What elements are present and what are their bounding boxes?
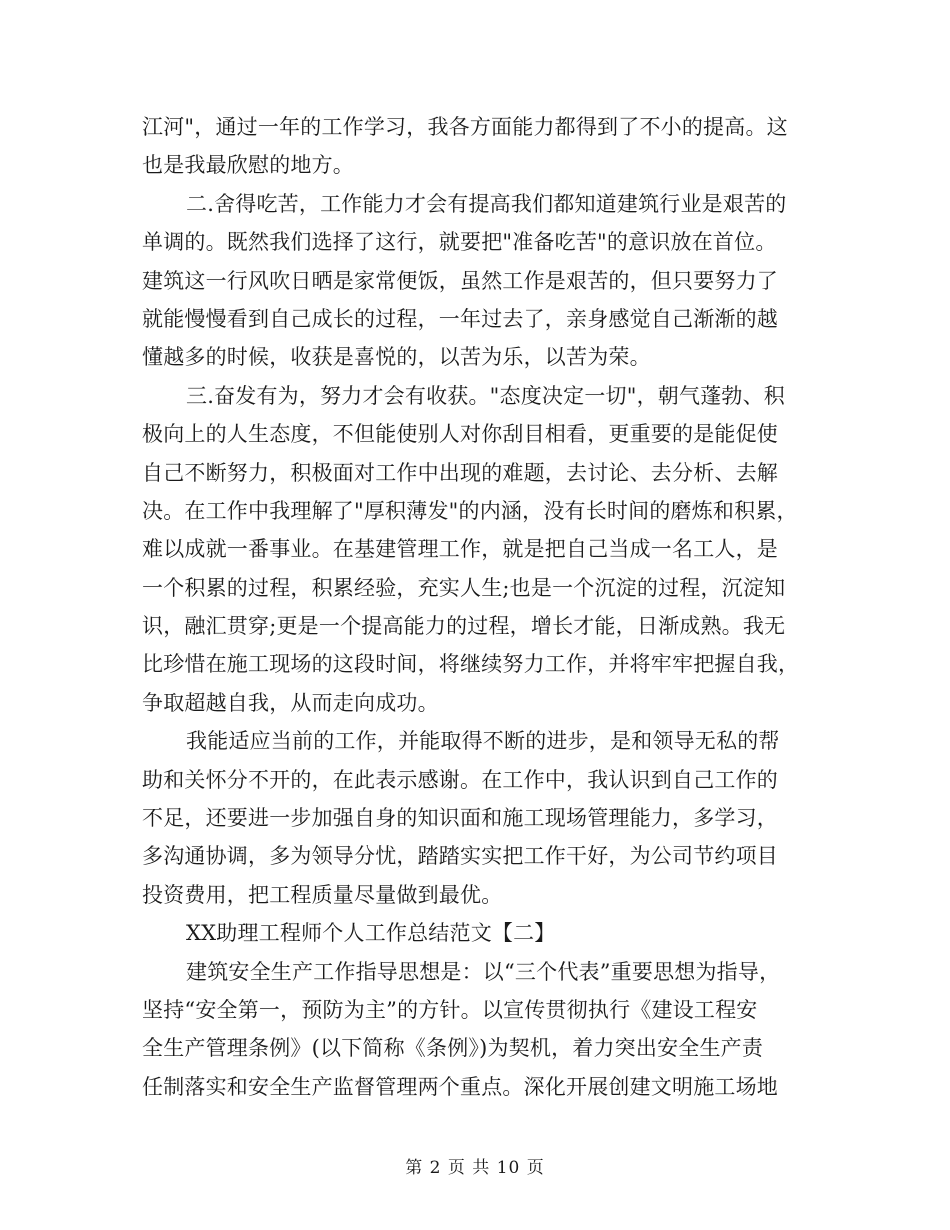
text-line: 极向上的人生态度，不但能使别人对你刮目相看，更重要的是能促使 <box>142 422 778 447</box>
text-line: 二.舍得吃苦，工作能力才会有提高我们都知道建筑行业是艰苦的 <box>186 191 787 216</box>
text-line: 就能慢慢看到自己成长的过程，一年过去了，亲身感觉自己渐渐的越 <box>142 306 778 331</box>
text-line: 坚持“安全第一，预防为主”的方针。以宣传贯彻执行《建设工程安 <box>142 997 758 1022</box>
text-line: 比珍惜在施工现场的这段时间，将继续努力工作，并将牢牢把握自我， <box>142 652 800 677</box>
text-line: 建筑这一行风吹日晒是家常便饭，虽然工作是艰苦的，但只要努力了 <box>142 268 778 293</box>
text-line: 一个积累的过程，积累经验，充实人生;也是一个沉淀的过程，沉淀知 <box>142 575 786 600</box>
text-line: 助和关怀分不开的，在此表示感谢。在工作中，我认识到自己工作的 <box>142 767 778 792</box>
text-line: 决。在工作中我理解了"厚积薄发"的内涵，没有长时间的磨炼和积累， <box>142 498 798 523</box>
text-line: 单调的。既然我们选择了这行，就要把"准备吃苦"的意识放在首位。 <box>142 230 777 255</box>
text-line: XX助理工程师个人工作总结范文【二】 <box>186 921 556 946</box>
document-body <box>142 108 822 1106</box>
text-line: 也是我最欣慰的地方。 <box>142 153 354 178</box>
text-line: 多沟通协调，多为领导分忧，踏踏实实把工作干好，为公司节约项目 <box>142 844 778 869</box>
text-line: 建筑安全生产工作指导思想是：以“三个代表”重要思想为指导， <box>186 959 781 984</box>
text-line: 争取超越自我，从而走向成功。 <box>142 690 439 715</box>
text-line: 全生产管理条例》(以下简称《条例》)为契机，着力突出安全生产责 <box>142 1036 764 1061</box>
text-line: 三.奋发有为，努力才会有收获。"态度决定一切"，朝气蓬勃、积 <box>186 383 785 408</box>
text-line: 投资费用，把工程质量尽量做到最优。 <box>142 882 503 907</box>
text-line: 任制落实和安全生产监督管理两个重点。深化开展创建文明施工场地 <box>142 1074 778 1099</box>
text-line: 识，融汇贯穿;更是一个提高能力的过程，增长才能，日渐成熟。我无 <box>142 614 786 639</box>
text-line: 江河"，通过一年的工作学习，我各方面能力都得到了不小的提高。这 <box>142 115 788 139</box>
text-line: 自己不断努力，积极面对工作中出现的难题，去讨论、去分析、去解 <box>142 460 778 485</box>
page-footer: 第 2 页 共 10 页 <box>405 1158 545 1178</box>
text-line: 我能适应当前的工作，并能取得不断的进步，是和领导无私的帮 <box>186 729 780 754</box>
text-line: 难以成就一番事业。在基建管理工作，就是把自己当成一名工人，是 <box>142 537 778 562</box>
text-line: 不足，还要进一步加强自身的知识面和施工现场管理能力，多学习， <box>142 806 778 831</box>
text-line: 懂越多的时候，收获是喜悦的，以苦为乐，以苦为荣。 <box>142 345 651 370</box>
